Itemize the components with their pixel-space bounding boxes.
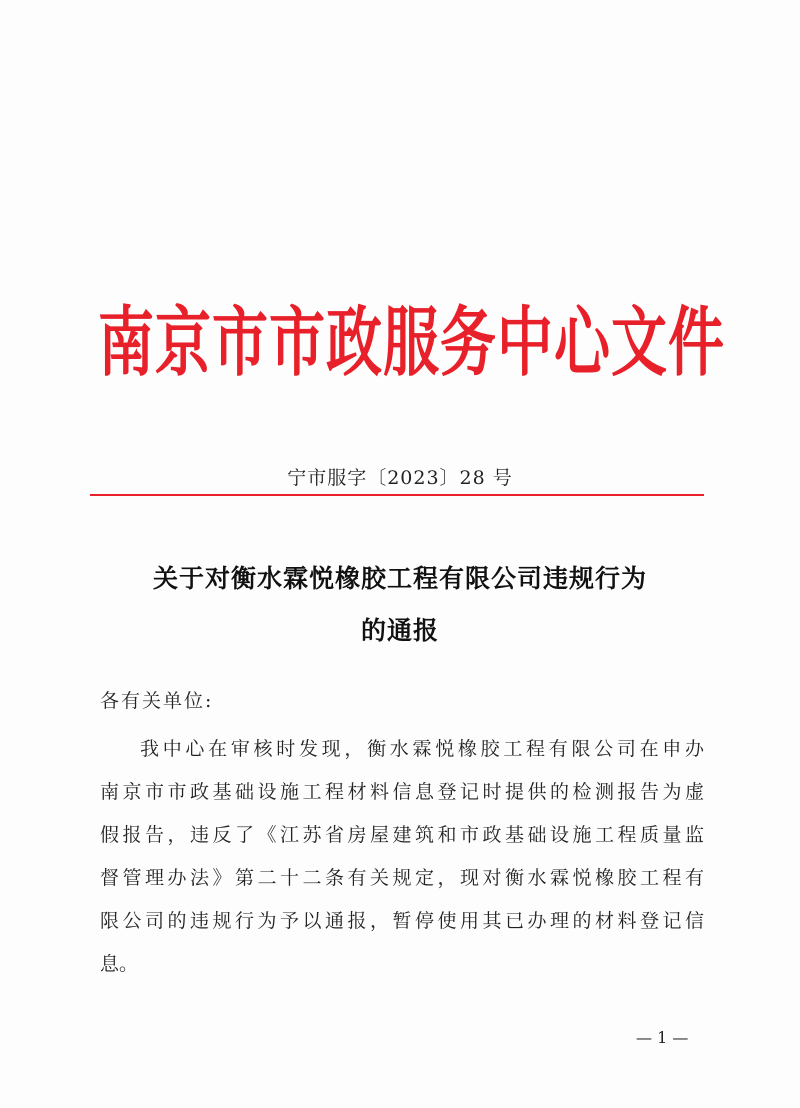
issuing-authority-header: 南京市市政服务中心文件 xyxy=(98,299,725,388)
red-divider-line xyxy=(90,494,704,496)
page-number: — 1 — xyxy=(636,1028,689,1047)
body-line: 假报告，违反了《江苏省房屋建筑和市政基础设施工程质量监 xyxy=(100,824,704,846)
notice-title-line-1: 关于对衡水霖悦橡胶工程有限公司违规行为 xyxy=(152,564,647,593)
body-line: 南京市市政基础设施工程材料信息登记时提供的检测报告为虚 xyxy=(100,781,704,803)
body-line: 督管理办法》第二十二条有关规定，现对衡水霖悦橡胶工程有 xyxy=(100,867,704,889)
body-line: 息。 xyxy=(100,953,139,975)
body-line: 限公司的违规行为予以通报，暂停使用其已办理的材料登记信 xyxy=(100,910,704,932)
body-paragraph xyxy=(100,728,704,986)
notice-title-line-2: 的通报 xyxy=(360,616,439,645)
document-number: 宁市服字〔2023〕28 号 xyxy=(287,467,513,489)
notice-title xyxy=(60,553,740,657)
body-line: 我中心在审核时发现，衡水霖悦橡胶工程有限公司在申办 xyxy=(140,738,704,760)
salutation: 各有关单位: xyxy=(100,690,214,712)
